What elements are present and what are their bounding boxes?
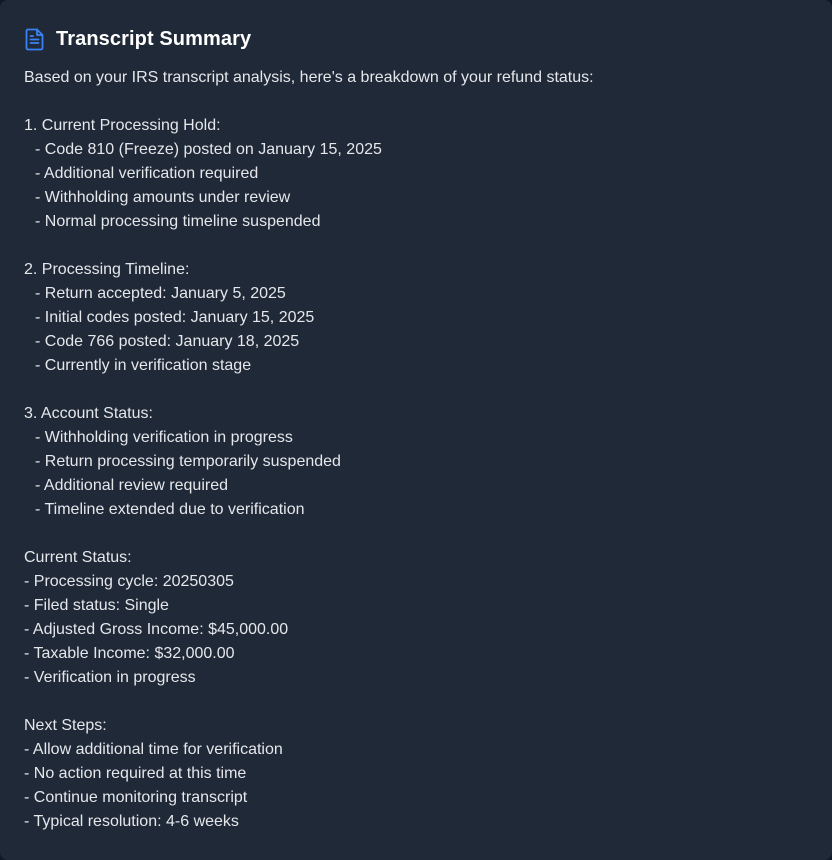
list-item: - Return accepted: January 5, 2025 [35, 285, 286, 302]
section-processing-timeline [24, 258, 808, 378]
document-icon [24, 27, 46, 51]
section-next-steps [24, 714, 808, 834]
summary-content [24, 66, 808, 834]
list-item: - Taxable Income: $32,000.00 [24, 645, 235, 662]
section-heading: Next Steps: [24, 717, 107, 734]
section-heading: 3. Account Status: [24, 405, 153, 422]
section-account-status [24, 402, 808, 522]
card-header [24, 24, 808, 54]
list-item: - Withholding verification in progress [35, 429, 293, 446]
list-item: - Timeline extended due to verification [35, 501, 305, 518]
spacer [24, 522, 808, 546]
list-item: - Adjusted Gross Income: $45,000.00 [24, 621, 289, 638]
list-item: - Continue monitoring transcript [24, 789, 248, 806]
list-item: - Return processing temporarily suspended [35, 453, 341, 470]
list-item: - Initial codes posted: January 15, 2025 [35, 309, 315, 326]
section-heading: 1. Current Processing Hold: [24, 117, 221, 134]
list-item: - Additional verification required [35, 165, 259, 182]
spacer [24, 90, 808, 114]
list-item: - Additional review required [35, 477, 228, 494]
list-item: - Code 810 (Freeze) posted on January 15, 2025 [35, 141, 382, 158]
page-title: Transcript Summary [56, 27, 252, 50]
spacer [24, 690, 808, 714]
list-item: - Verification in progress [24, 669, 196, 686]
spacer [24, 378, 808, 402]
list-item: - Withholding amounts under review [35, 189, 291, 206]
list-item: - Allow additional time for verification [24, 741, 283, 758]
list-item: - Code 766 posted: January 18, 2025 [35, 333, 300, 350]
spacer [24, 234, 808, 258]
section-current-status [24, 546, 808, 690]
section-current-processing-hold [24, 114, 808, 234]
list-item: - Filed status: Single [24, 597, 169, 614]
list-item: - Processing cycle: 20250305 [24, 573, 234, 590]
list-item: - Normal processing timeline suspended [35, 213, 321, 230]
section-heading: 2. Processing Timeline: [24, 261, 190, 278]
section-heading: Current Status: [24, 549, 132, 566]
list-item: - No action required at this time [24, 765, 247, 782]
list-item: - Currently in verification stage [35, 357, 252, 374]
list-item: - Typical resolution: 4-6 weeks [24, 813, 239, 830]
intro-text: Based on your IRS transcript analysis, here's a breakdown of your refund status: [24, 69, 594, 86]
